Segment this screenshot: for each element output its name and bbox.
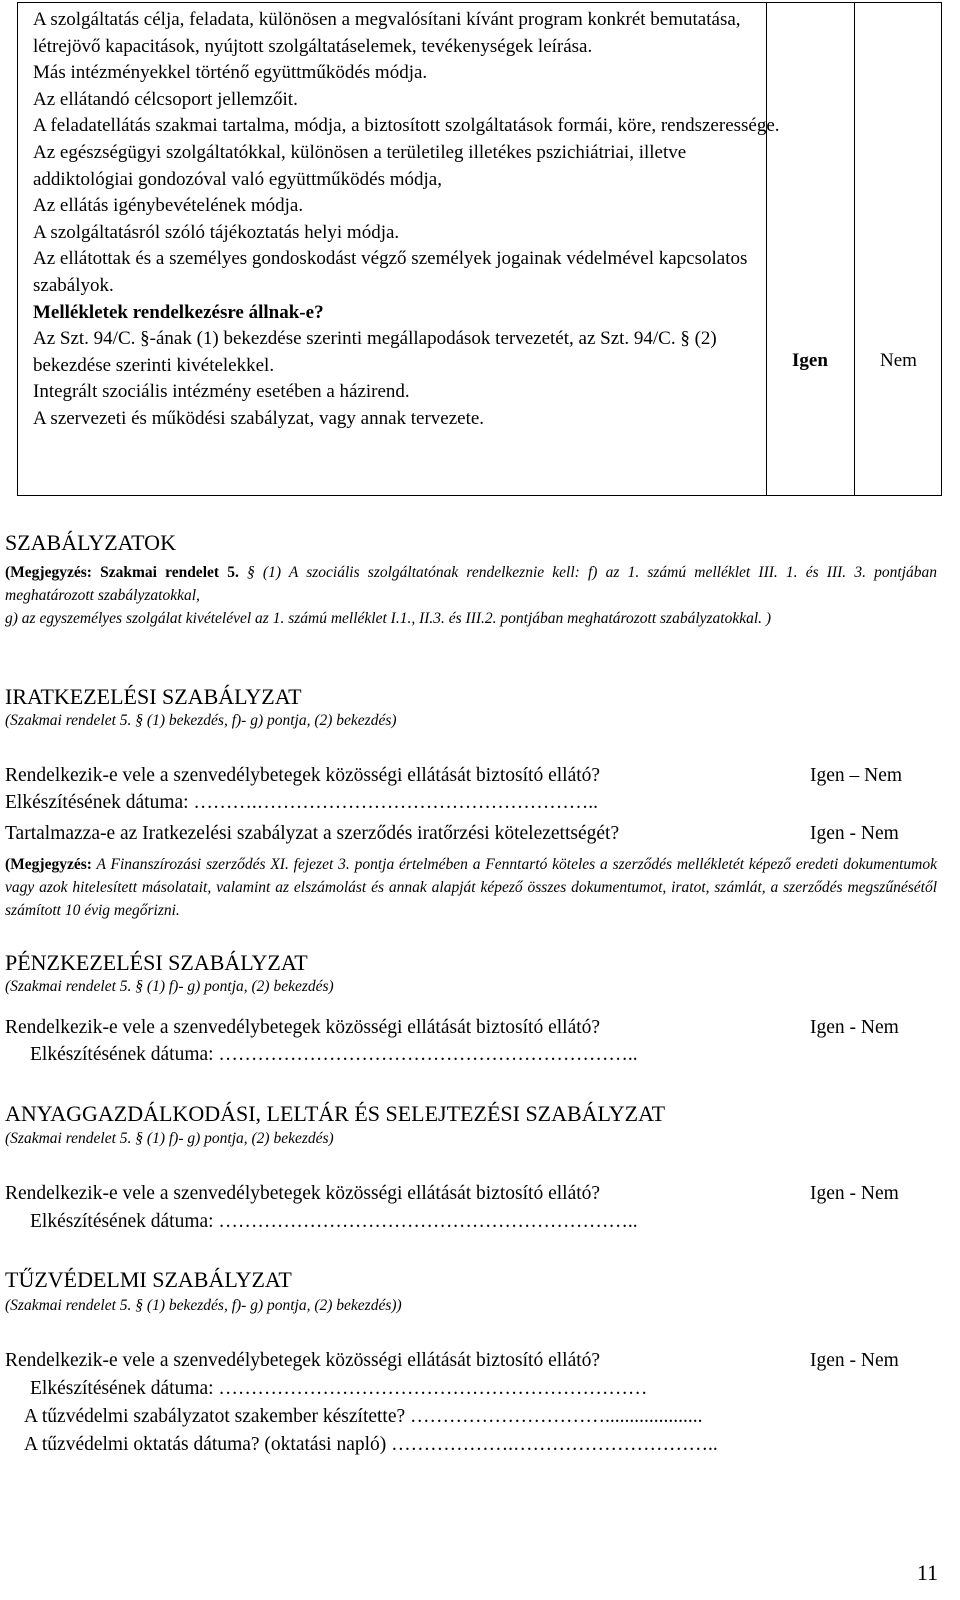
attachment-line: Az Szt. 94/C. §-ának (1) bekezdése szerinti megállapodások tervezetét, az Szt. 94/C. § (2) bekezdése szerinti kivételekkel.	[33, 328, 717, 376]
date-field[interactable]: Elkészítésének dátuma: ………………………………………………………..	[30, 1044, 638, 1065]
question: Rendelkezik-e vele a szenvedélybetegek közösségi ellátását biztosító ellátó?	[5, 1017, 601, 1038]
note-text: § (1) A szociális szolgáltatónak rendelkeznie kell: f) az 1. számú melléklet III. 1. és III. 3. pontjában meghatározott szabályzatokkal,	[5, 564, 937, 604]
answer-toggle[interactable]: Igen - Nem	[810, 1183, 899, 1204]
no-label: Nem	[880, 350, 917, 371]
answer-toggle[interactable]: Igen - Nem	[810, 1017, 899, 1038]
table-line: A szolgáltatás célja, feladata, különösen a megvalósítani kívánt program konkrét bemutatása, létrejövő kapacitások, nyújtott szolgáltatáselemek, tevékenységek leírása.	[33, 9, 741, 57]
answer-toggle[interactable]: Igen - Nem	[810, 823, 899, 844]
table-line: Az ellátandó célcsoport jellemzőit.	[33, 88, 298, 110]
checklist-text	[33, 7, 783, 433]
column-divider	[854, 3, 855, 495]
date-field[interactable]: Elkészítésének dátuma: ……….……………………………………………..	[5, 792, 599, 813]
section-title-anyaggazdalkodasi: ANYAGGAZDÁLKODÁSI, LELTÁR ÉS SELEJTEZÉSI SZABÁLYZAT	[5, 1101, 666, 1126]
question: Rendelkezik-e vele a szenvedélybetegek közösségi ellátását biztosító ellátó?	[5, 1183, 601, 1204]
attachments-question: Mellékletek rendelkezésre állnak-e?	[33, 301, 324, 323]
section-ref: (Szakmai rendelet 5. § (1) bekezdés, f)- g) pontja, (2) bekezdés))	[5, 1297, 402, 1314]
section-ref: (Szakmai rendelet 5. § (1) bekezdés, f)- g) pontja, (2) bekezdés)	[5, 712, 397, 729]
section-title-penzkezelesi: PÉNZKEZELÉSI SZABÁLYZAT	[5, 950, 308, 975]
iratkezelesi-note	[5, 853, 937, 922]
page-number: 11	[916, 1560, 938, 1585]
rules-note	[5, 561, 937, 607]
table-line: Az egészségügyi szolgáltatókkal, különösen a területileg illetékes pszichiátriai, illetve addiktológiai gondozóval való együttműködés módja,	[33, 141, 687, 190]
note-text: A Finanszírozási szerződés XI. fejezet 3. pontja értelmében a Fenntartó köteles a szerződés mellékletét képező eredeti dokumentumok vagy azok hitelesített másolatait, valamint az elszámolást és annak alapját képező összes dokumentumot, iratot, számlát, a szerződés megszűnésétől számított 10 évig megőrizni.	[5, 856, 937, 919]
section-ref: (Szakmai rendelet 5. § (1) f)- g) pontja, (2) bekezdés)	[5, 1130, 334, 1147]
table-line: A szolgáltatásról szóló tájékoztatás helyi módja.	[33, 221, 400, 243]
rules-heading: SZABÁLYZATOK	[5, 530, 176, 555]
training-question[interactable]: A tűzvédelmi oktatás dátuma? (oktatási napló) ……………….…………………………..	[24, 1434, 718, 1455]
answer-toggle[interactable]: Igen – Nem	[810, 765, 903, 786]
section-title-tuzvedelmi: TŰZVÉDELMI SZABÁLYZAT	[5, 1267, 292, 1292]
section-title-iratkezelesi: IRATKEZELÉSI SZABÁLYZAT	[5, 684, 302, 709]
attachment-line: Integrált szociális intézmény esetében a házirend.	[33, 381, 410, 403]
question: Rendelkezik-e vele a szenvedélybetegek közösségi ellátását biztosító ellátó?	[5, 1350, 601, 1371]
question: Tartalmazza-e az Iratkezelési szabályzat a szerződés iratőrzési kötelezettségét?	[5, 823, 620, 844]
answer-toggle[interactable]: Igen - Nem	[810, 1350, 899, 1371]
table-line: Az ellátás igénybevételének módja.	[33, 195, 304, 217]
yes-label: Igen	[792, 350, 828, 371]
date-field[interactable]: Elkészítésének dátuma: ………………………………………………………..	[30, 1211, 638, 1232]
section-ref: (Szakmai rendelet 5. § (1) f)- g) pontja, (2) bekezdés)	[5, 978, 334, 995]
table-line: Az ellátottak és a személyes gondoskodást végző személyek jogainak védelmével kapcsolatos szabályok.	[33, 248, 748, 296]
checklist-table	[17, 2, 942, 496]
note-text-2: g) az egyszemélyes szolgálat kivételével az 1. számú melléklet I.1., II.3. és III.2. pontjában meghatározott szabályzatokkal. )	[5, 610, 772, 627]
attachment-line: A szervezeti és működési szabályzat, vagy annak tervezete.	[33, 407, 485, 429]
table-line: A feladatellátás szakmai tartalma, módja, a biztosított szolgáltatások formái, köre, rendszeressége.	[33, 115, 780, 137]
table-line: Más intézményekkel történő együttműködés módja.	[33, 62, 428, 84]
expert-question[interactable]: A tűzvédelmi szabályzatot szakember készítette? …………………………....................	[24, 1406, 703, 1427]
rules-note-2	[5, 607, 937, 630]
note-prefix: (Megjegyzés:	[5, 856, 92, 873]
note-prefix: (Megjegyzés: Szakmai rendelet 5.	[5, 564, 239, 581]
question: Rendelkezik-e vele a szenvedélybetegek közösségi ellátását biztosító ellátó?	[5, 765, 601, 786]
date-field[interactable]: Elkészítésének dátuma: …………………………………………………………	[30, 1378, 648, 1399]
